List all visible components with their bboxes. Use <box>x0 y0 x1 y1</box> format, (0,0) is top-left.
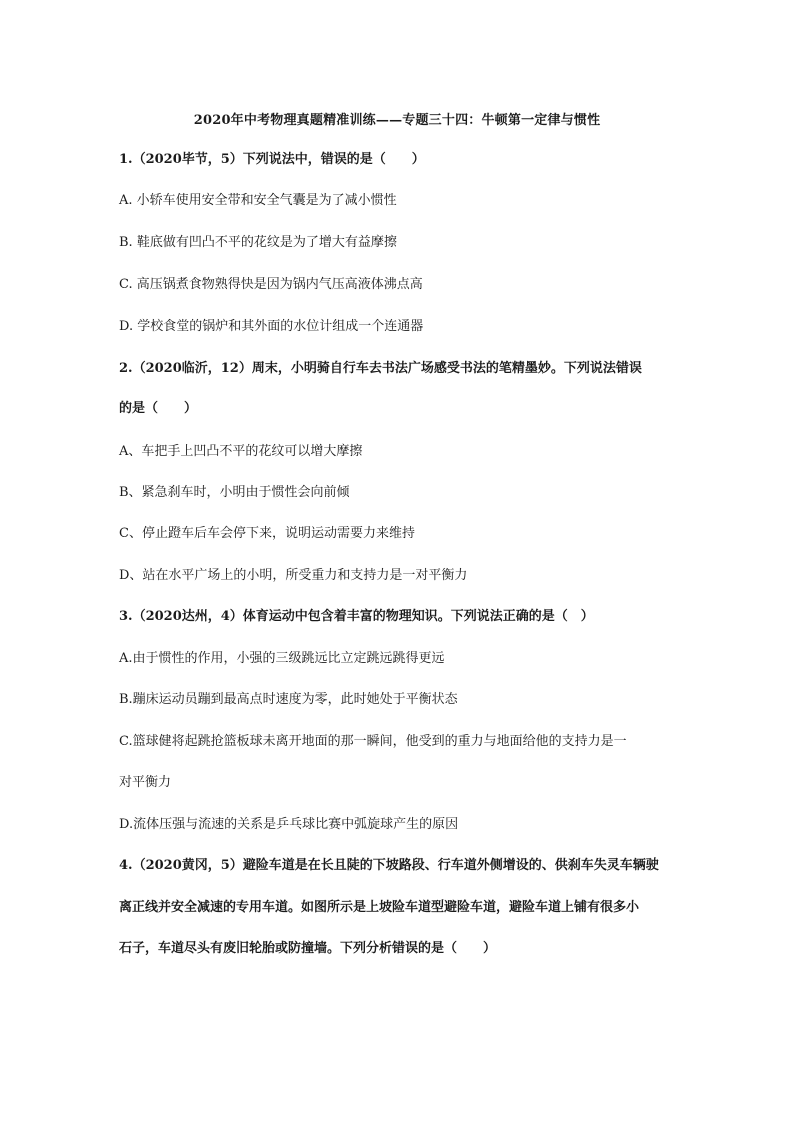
question-1-stem: 1.（2020毕节，5）下列说法中，错误的是（ ） <box>119 152 425 167</box>
question-4-stem-cont-1: 离正线并安全减速的专用车道。如图所示是上坡险车道型避险车道，避险车道上铺有很多小 <box>119 900 640 915</box>
question-3-option-c: C.篮球健将起跳抢篮板球未离开地面的那一瞬间，他受到的重力与地面给他的支持力是一 <box>119 734 627 749</box>
question-3-option-b: B.蹦床运动员蹦到最高点时速度为零，此时她处于平衡状态 <box>119 692 458 707</box>
question-1-option-b: B. 鞋底做有凹凸不平的花纹是为了增大有益摩擦 <box>119 235 397 250</box>
question-2-option-a: A、车把手上凹凸不平的花纹可以增大摩擦 <box>119 444 363 459</box>
question-3-option-a: A.由于惯性的作用，小强的三级跳远比立定跳远跳得更远 <box>119 651 445 666</box>
question-2-stem: 2.（2020临沂，12）周末，小明骑自行车去书法广场感受书法的笔精墨妙。下列说法错误 <box>119 361 642 376</box>
question-4-stem-cont-2: 石子，车道尽头有废旧轮胎或防撞墙。下列分析错误的是（ ） <box>119 941 497 956</box>
question-1-option-a: A. 小轿车使用安全带和安全气囊是为了减小惯性 <box>119 193 397 208</box>
question-1-option-c: C. 高压锅煮食物熟得快是因为锅内气压高液体沸点高 <box>119 277 423 292</box>
question-2-option-b: B、紧急刹车时，小明由于惯性会向前倾 <box>119 485 350 500</box>
question-1-option-d: D. 学校食堂的锅炉和其外面的水位计组成一个连通器 <box>119 319 424 334</box>
question-4-stem: 4.（2020黄冈，5）避险车道是在长且陡的下坡路段、行车道外侧增设的、供刹车失灵车辆驶 <box>119 858 659 873</box>
question-3-stem: 3.（2020达州，4）体育运动中包含着丰富的物理知识。下列说法正确的是（ ） <box>119 609 594 624</box>
question-2-stem-cont: 的是（ ） <box>119 401 198 416</box>
question-2-option-d: D、站在水平广场上的小明，所受重力和支持力是一对平衡力 <box>119 568 468 583</box>
question-3-option-d: D.流体压强与流速的关系是乒乓球比赛中弧旋球产生的原因 <box>119 817 459 832</box>
question-2-option-c: C、停止蹬车后车会停下来，说明运动需要力来维持 <box>119 526 415 541</box>
page-title: 2020年中考物理真题精准训练——专题三十四：牛顿第一定律与惯性 <box>193 113 601 128</box>
question-3-option-c-cont: 对平衡力 <box>119 775 172 790</box>
